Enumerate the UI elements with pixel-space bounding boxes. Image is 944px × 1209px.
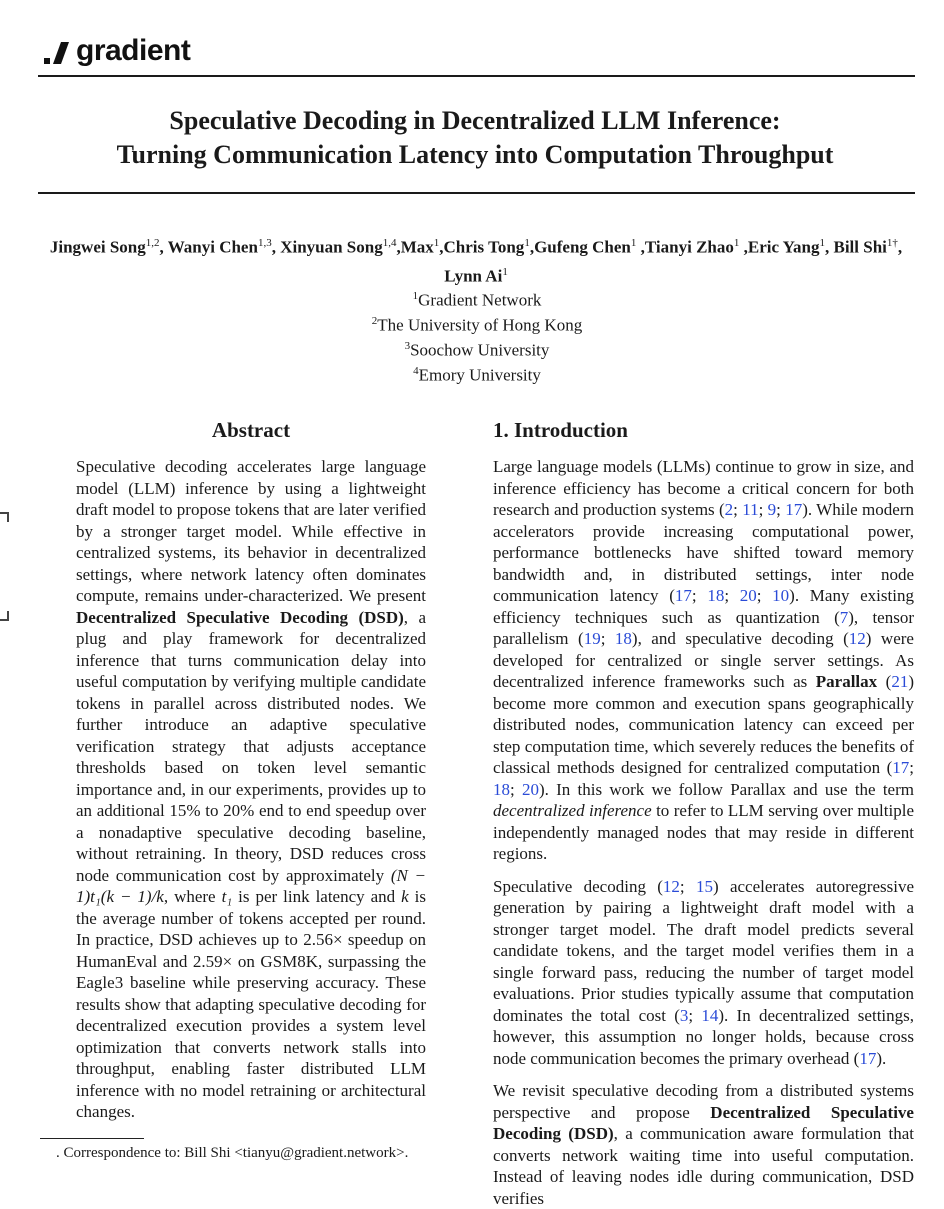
author-affiliation-mark: 1 (524, 237, 530, 249)
author-affiliation-mark: 1,2 (145, 237, 160, 249)
author-affiliation-mark: 1,3 (257, 237, 272, 249)
author-affiliation-mark: 1 (433, 237, 440, 249)
cost-formula: (N − 1)t₁(k − 1)/k (76, 865, 426, 906)
citation-link[interactable]: 19 (583, 629, 601, 648)
gsm8k-speedup: 2.59× (192, 951, 233, 971)
citation-link[interactable]: 2 (724, 500, 734, 519)
citation-link[interactable]: 7 (839, 607, 849, 627)
abstract-paragraph: Speculative decoding accelerates large language model (LLM) inference by using a lightweight draft model to propose tokens that are later verified by a stronger target model. While effective in centralized systems, its behavior in decentralized settings, where network latency often dominates compute, remains under-characterized. We present Decentralized Speculative Decoding (DSD), a plug and play framework for decentralized inference that turns communication delay into useful computation by verifying multiple candidate tokens in parallel across distributed nodes. We further introduce an adaptive speculative verification strategy that adjusts acceptance thresholds based on token level semantic importance and, in our experiments, provides up to an additional 15% to 20% end to end speedup over a nonadaptive speculative decoding baseline, without retraining. In theory, DSD reduces cross node communication cost by approximately (N − 1)t₁(k − 1)/k, where t₁ is per link latency and k is the average number of tokens accepted per round. In practice, DSD achieves up to 2.56× speedup on HumanEval and 2.59× on GSM8K, surpassing the Eagle3 baseline while preserving accuracy. These results show that adapting speculative decoding for decentralized execution provides a system level optimization that converts network stalls into throughput, enabling faster distributed LLM inference with no model retraining or architectural changes. (76, 457, 426, 1121)
dsd-name-bold: Decentralized Speculative Decoding (DSD) (76, 607, 404, 627)
citation-link[interactable]: 15 (695, 876, 713, 896)
gradient-logo (42, 30, 262, 72)
humaneval-speedup: 2.56× (303, 930, 343, 949)
author-affiliation-mark: 1 (630, 237, 637, 249)
author-name: Gufeng Chen (534, 237, 631, 257)
title-line-2: Turning Communication Latency into Computation Throughput (116, 140, 834, 169)
author-affiliation-mark: 1 (502, 265, 508, 278)
author-name: Eric Yang (747, 237, 820, 257)
crop-mark-top (0, 512, 9, 522)
correspondence-footnote: . Correspondence to: Bill Shi <tianyu@gradient.network>. (56, 1145, 409, 1161)
title-line-1: Speculative Decoding in Decentralized LLM Inference: (169, 106, 781, 135)
citation-link[interactable]: 12 (662, 876, 680, 896)
citation-link[interactable]: 18 (614, 629, 632, 648)
latency-symbol: t₁ (221, 887, 233, 906)
citation-link[interactable]: 9 (767, 500, 777, 519)
bold-term: Decentralized Speculative Decoding (DSD) (493, 1102, 914, 1143)
author-name: Chris Tong (443, 237, 525, 257)
affiliation-list (200, 286, 754, 387)
author-affiliation-mark: 1 (819, 237, 825, 249)
bold-term: Parallax (815, 672, 878, 691)
author-name: Bill Shi (833, 237, 887, 257)
tokens-symbol: k (401, 887, 409, 906)
citation-link[interactable]: 17 (892, 758, 910, 777)
intro-paragraph-2: Speculative decoding (12; 15) accelerates autoregressive generation by pairing a lightweight draft model with a stronger target model. The draft model predicts several candidate tokens, and the target model verifies them in a single forward pass, reducing the number of target model evaluations. Prior studies typically assume that computation dominates the total cost (3; 14). In decentralized settings, however, this assumption no longer holds, because cross node communication becomes the primary overhead (17). (493, 876, 915, 1068)
author-name: Jingwei Song (49, 237, 146, 257)
footnote-rule (40, 1138, 144, 1139)
citation-link[interactable]: 18 (493, 779, 510, 799)
citation-link[interactable]: 21 (891, 672, 909, 691)
affiliation-line: $^3$Soochow University (404, 340, 550, 360)
citation-link[interactable]: 17 (674, 586, 692, 605)
italic-term: decentralized inference (493, 801, 652, 820)
title-rule (38, 192, 915, 194)
affiliation-line: $^1$Gradient Network (412, 290, 542, 310)
author-name: Xinyuan Song (280, 237, 383, 257)
citation-link[interactable]: 18 (707, 586, 725, 605)
citation-link[interactable]: 20 (521, 779, 539, 799)
abstract-body (76, 456, 426, 1123)
crop-mark-bottom (0, 611, 9, 621)
citation-link[interactable]: 3 (679, 1005, 689, 1025)
logo-wordmark: gradient (76, 34, 191, 67)
gradient-logo-mark-icon (42, 33, 74, 69)
abstract-heading: Abstract (211, 418, 291, 442)
intro-paragraph-3: We revisit speculative decoding from a distributed systems perspective and propose Decentralized Speculative Decoding (DSD), a communication aware formulation that converts network waiting time into useful computation. Instead of leaving nodes idle during communication, DSD verifies (493, 1081, 914, 1208)
paper-title (60, 104, 890, 172)
author-name: Max (400, 237, 434, 257)
affiliation-line: $^2$The University of Hong Kong (371, 315, 583, 335)
affiliation-line: $^4$Emory University (413, 365, 541, 386)
citation-link[interactable]: 14 (701, 1005, 719, 1025)
citation-link[interactable]: 10 (772, 586, 790, 605)
citation-link[interactable]: 11 (742, 500, 759, 519)
citation-link[interactable]: 20 (739, 586, 757, 605)
introduction-heading: 1. Introduction (493, 418, 628, 442)
citation-link[interactable]: 17 (785, 500, 803, 519)
citation-link[interactable]: 17 (859, 1048, 877, 1068)
citation-link[interactable]: 12 (848, 629, 866, 648)
author-affiliation-mark: 1 (733, 237, 740, 249)
introduction-body (493, 456, 914, 1209)
intro-paragraph-1: Large language models (LLMs) continue to grow in size, and inference efficiency has become a critical concern for both research and production systems (2; 11; 9; 17). While modern accelerators provide increasing computational power, performance bottlenecks have shifted toward memory bandwidth and, in distributed settings, inter node communication latency (17; 18; 20; 10). Many existing efficiency techniques such as quantization (7), tensor parallelism (19; 18), and speculative decoding (12) were developed for centralized or single server settings. As decentralized inference frameworks such as Parallax (21) become more common and execution spans geographically distributed nodes, communication latency can exceed per step computation time, which severely reduces the benefits of classical methods designed for centralized computation (17; 18; 20). In this work we follow Parallax and use the term decentralized inference to refer to LLM serving over multiple independently managed nodes that may reside in different regions. (493, 457, 914, 863)
author-affiliation-mark: 1,4 (382, 237, 397, 249)
author-affiliation-mark: 1† (886, 237, 898, 249)
author-name: Tianyi Zhao (644, 237, 734, 257)
author-list: Jingwei Song$^{1,2}$, Wanyi Chen$^{1,3}$, Xinyuan Song$^{1,4}$,Max$^1$,Chris Tong$^1$,Gufeng Chen$^1$ ,Tianyi Zhao$^1$ ,Eric Yang$^1$, Bill Shi$^{1\dagger}$, Lynn Ai$^1$ (49, 237, 903, 286)
author-name: Wanyi Chen (167, 237, 258, 257)
author-name: Lynn Ai (444, 266, 503, 286)
header-rule (38, 75, 915, 77)
